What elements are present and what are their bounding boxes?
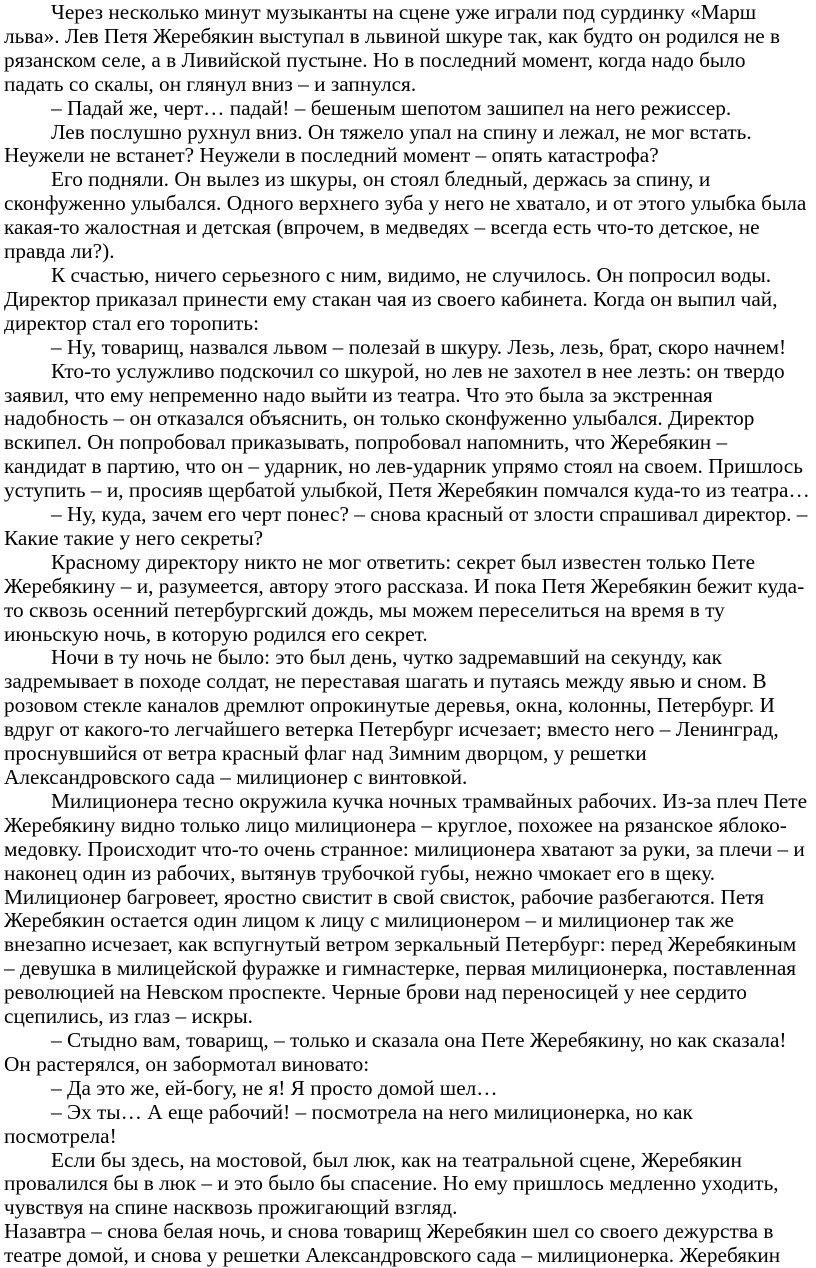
paragraph: Назавтра – снова белая ночь, и снова товарищ Жеребякин шел со своего дежурства в театре домой, и снова у решетки Александровского сада – милиционерка. Жеребякин <box>4 1219 781 1268</box>
paragraph: – Да это же, ей-богу, не я! Я просто домой шел… <box>51 1075 498 1100</box>
paragraph: – Эх ты… А еще рабочий! – посмотрела на него милиционерка, но как посмотрела! <box>4 1099 693 1148</box>
paragraph: – Падай же, черт… падай! – бешеным шепотом зашипел на него режиссер. <box>51 95 732 120</box>
paragraph: Милиционера тесно окружила кучка ночных трамвайных рабочих. Из-за плеч Пете Жеребякину видно только лицо милиционера – круглое, похожее на рязанское яблоко-медовку. Происходит что-то очень странное: милиционера хватают за руки, за плечи – и наконец один из рабочих, вытянув трубочкой губы, нежно чмокает его в щеку. Милиционер багровеет, яростно свистит в свой свисток, рабочие разбегаются. Петя Жеребякин остается один лицом к лицу с милиционером – и милиционер так же внезапно исчезает, как вспугнутый ветром зеркальный Петербург: перед Жеребякиным – девушка в милицейской фуражке и гимнастерке, первая милиционерка, поставленная революцией на Невском проспекте. Черные брови над переносицей у нее сердито сцепились, из глаз – искры. <box>4 788 808 1029</box>
paragraph: Кто-то услужливо подскочил со шкурой, но лев не захотел в нее лезть: он твердо заявил, что ему непременно надо выйти из театра. Что это была за экстренная надобность – он отказался объяснить, он только сконфуженно улыбался. Директор вскипел. Он попробовал приказывать, попробовал напомнить, что Жеребякин – кандидат в партию, что он – ударник, но лев-ударник упрямо стоял на своем. Пришлось уступить – и, просияв щербатой улыбкой, Петя Жеребякин помчался куда-то из театра… <box>4 358 810 503</box>
paragraph: Через несколько минут музыканты на сцене уже играли под сурдинку «Марш льва». Лев Петя Жеребякин выступал в львиной шкуре так, как будто он родился не в рязанском селе, а в Ливийской пустыне. Но в последний момент, когда надо было падать со скалы, он глянул вниз – и запнулся. <box>4 0 781 96</box>
paragraph: Красному директору никто не мог ответить: секрет был известен только Пете Жеребякину – и, разумеется, автору этого рассказа. И пока Петя Жеребякин бежит куда-то сквозь осенний петербургский дождь, мы можем переселиться на время в ту июньскую ночь, в которую родился его секрет. <box>4 549 805 646</box>
paragraph: Ночи в ту ночь не было: это был день, чутко задремавший на секунду, как задремывает в походе солдат, не переставая шагать и путаясь между явью и сном. В розовом стекле каналов дремлют опрокинутые деревья, окна, колонны, Петербург. И вдруг от какого-то легчайшего ветерка Петербург исчезает; вместо него – Ленинград, проснувшийся от ветра красный флаг над Зимним дворцом, у решетки Александровского сада – милиционер с винтовкой. <box>4 645 779 789</box>
paragraph: – Ну, куда, зачем его черт понес? – снова красный от злости спрашивал директор. – Какие такие у него секреты? <box>4 502 808 550</box>
paragraph: Лев послушно рухнул вниз. Он тяжело упал на спину и лежал, не мог встать. Неужели не встанет? Неужели в последний момент – опять катастрофа? <box>4 119 752 168</box>
paragraph: – Стыдно вам, товарищ, – только и сказала она Пете Жеребякину, но как сказала! Он растерялся, он забормотал виновато: <box>4 1027 787 1076</box>
paragraph: – Ну, товарищ, назвался львом – полезай в шкуру. Лезь, лезь, брат, скоро начнем! <box>51 334 787 359</box>
paragraph: Если бы здесь, на мостовой, был люк, как на театральной сцене, Жеребякин провалился бы в люк – и это было бы спасение. Но ему пришлось медленно уходить, чувствуя на спине насквозь прожигающий взгляд. <box>4 1147 779 1220</box>
paragraph: Его подняли. Он вылез из шкуры, он стоял бледный, держась за спину, и сконфуженно улыбался. Одного верхнего зуба у него не хватало, и от этого улыбка была какая-то жалостная и детская (впрочем, в медведях – всегда есть что-то детское, не правда ли?). <box>4 167 807 264</box>
paragraph: К счастью, ничего серьезного с ним, видимо, не случилось. Он попросил воды. Директор приказал принести ему стакан чая из своего кабинета. Когда он выпил чай, директор стал его торопить: <box>4 262 778 335</box>
